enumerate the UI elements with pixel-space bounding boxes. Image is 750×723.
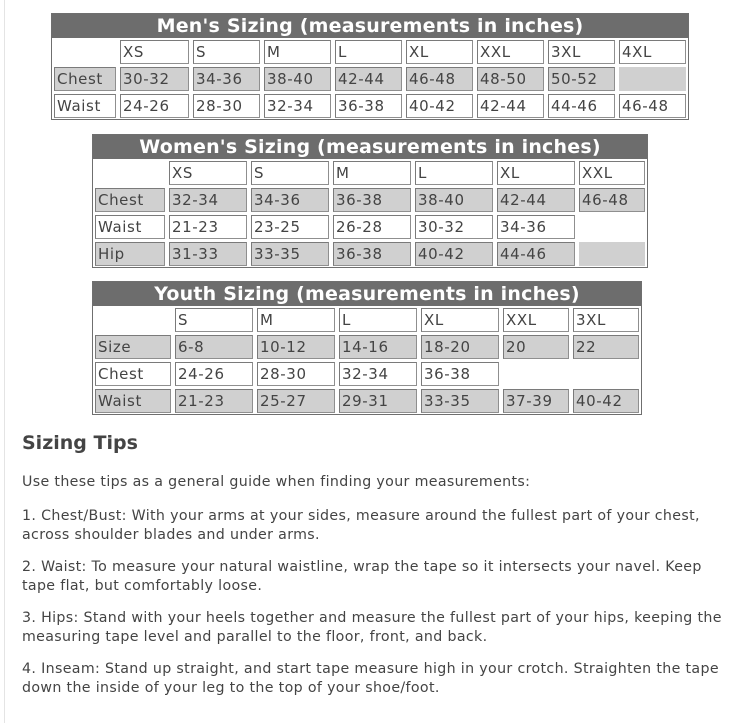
measurement-cell: [546, 92, 617, 119]
row-label-cell: [93, 387, 173, 414]
measurement-value: 42-44: [497, 188, 575, 212]
corner-cell: [93, 306, 173, 333]
measurement-value: 34-36: [497, 215, 575, 239]
womens-table-title: Women's Sizing (measurements in inches): [93, 135, 647, 159]
measurement-cell: [413, 213, 495, 240]
measurement-cell: [249, 213, 331, 240]
row-label: Size: [95, 335, 171, 359]
measurement-value: 32-34: [169, 188, 247, 212]
measurement-cell: [191, 92, 262, 119]
size-header-cell: [571, 306, 641, 333]
size-header-cell: [337, 306, 419, 333]
corner-cell: [52, 38, 118, 65]
measurement-value: 33-35: [421, 389, 499, 413]
measurement-cell: [118, 92, 191, 119]
row-label: Waist: [54, 94, 116, 118]
mens-table-title: Men's Sizing (measurements in inches): [52, 14, 688, 38]
measurement-value: [579, 215, 645, 239]
measurement-cell: [495, 186, 577, 213]
measurement-cell: [577, 186, 647, 213]
size-header-cell: [577, 159, 647, 186]
measurement-cell: [571, 333, 641, 360]
measurement-cell: [333, 65, 404, 92]
measurement-cell: [577, 213, 647, 240]
measurement-value: 18-20: [421, 335, 499, 359]
measurement-cell: [413, 240, 495, 267]
tip-chest: 1. Chest/Bust: With your arms at your sides, measure around the fullest part of your chest, across shoulder blades and under arms.: [22, 508, 700, 543]
measurement-value: 44-46: [497, 242, 575, 266]
measurement-value: 30-32: [120, 67, 189, 91]
measurement-cell: [413, 186, 495, 213]
size-header-label: L: [339, 308, 417, 332]
measurement-value: 34-36: [193, 67, 260, 91]
size-header-row: [52, 38, 688, 65]
size-header-cell: [546, 38, 617, 65]
measurement-value: 40-42: [573, 389, 639, 413]
measurement-value: 14-16: [339, 335, 417, 359]
measurement-cell: [167, 213, 249, 240]
row-label: Waist: [95, 215, 165, 239]
size-header-cell: [167, 159, 249, 186]
size-header-cell: [495, 159, 577, 186]
measurement-cell: [571, 360, 641, 387]
size-header-label: L: [415, 161, 493, 185]
size-header-cell: [173, 306, 255, 333]
measurement-cell: [617, 92, 688, 119]
size-header-label: 3XL: [573, 308, 639, 332]
measurement-cell: [337, 333, 419, 360]
size-header-cell: [333, 38, 404, 65]
measurement-value: 26-28: [333, 215, 411, 239]
size-header-cell: [404, 38, 475, 65]
measurement-value: 37-39: [503, 389, 569, 413]
measurement-cell: [419, 360, 501, 387]
row-label: Chest: [95, 188, 165, 212]
measurement-value: 28-30: [193, 94, 260, 118]
size-header-row: [93, 159, 647, 186]
measurement-cell: [255, 387, 337, 414]
measurement-cell: [617, 65, 688, 92]
measurement-cell: [475, 92, 546, 119]
measurement-value: 24-26: [120, 94, 189, 118]
measurement-value: 36-38: [421, 362, 499, 386]
measurement-value: 29-31: [339, 389, 417, 413]
size-header-label: XL: [406, 40, 473, 64]
measurement-value: 23-25: [251, 215, 329, 239]
row-label-cell: [93, 360, 173, 387]
size-header-label: S: [251, 161, 329, 185]
row-label-cell: [52, 65, 118, 92]
row-label: Chest: [95, 362, 171, 386]
measurement-value: 32-34: [264, 94, 331, 118]
measurement-cell: [546, 65, 617, 92]
measurement-value: 46-48: [406, 67, 473, 91]
size-header-cell: [475, 38, 546, 65]
size-header-cell: [249, 159, 331, 186]
size-header-label: S: [175, 308, 253, 332]
measurement-cell: [191, 65, 262, 92]
measurement-value: [573, 362, 639, 386]
measurement-value: 40-42: [406, 94, 473, 118]
sizing-tips-intro: Use these tips as a general guide when finding your measurements:: [22, 474, 531, 490]
measurement-value: 6-8: [175, 335, 253, 359]
size-header-cell: [617, 38, 688, 65]
measurement-value: 24-26: [175, 362, 253, 386]
measurement-value: 40-42: [415, 242, 493, 266]
measurement-value: [619, 67, 686, 91]
size-header-label: XXL: [503, 308, 569, 332]
measurement-cell: [577, 240, 647, 267]
size-header-cell: [191, 38, 262, 65]
table-row: [93, 333, 641, 360]
table-row: [93, 213, 647, 240]
size-header-cell: [501, 306, 571, 333]
measurement-cell: [404, 92, 475, 119]
size-header-cell: [331, 159, 413, 186]
measurement-cell: [501, 333, 571, 360]
row-label-cell: [93, 186, 167, 213]
measurement-cell: [262, 92, 333, 119]
measurement-cell: [249, 186, 331, 213]
table-row: [93, 186, 647, 213]
row-label-cell: [93, 240, 167, 267]
measurement-value: 46-48: [619, 94, 686, 118]
size-header-label: S: [193, 40, 260, 64]
size-header-label: L: [335, 40, 402, 64]
measurement-cell: [419, 387, 501, 414]
measurement-cell: [331, 186, 413, 213]
size-header-cell: [413, 159, 495, 186]
corner-cell: [93, 159, 167, 186]
measurement-cell: [475, 65, 546, 92]
measurement-cell: [501, 360, 571, 387]
measurement-value: 42-44: [335, 67, 402, 91]
size-header-label: XXL: [579, 161, 645, 185]
measurement-value: 36-38: [333, 242, 411, 266]
measurement-cell: [249, 240, 331, 267]
measurement-value: 50-52: [548, 67, 615, 91]
measurement-cell: [255, 333, 337, 360]
measurement-value: 42-44: [477, 94, 544, 118]
measurement-cell: [331, 240, 413, 267]
row-label: Hip: [95, 242, 165, 266]
measurement-value: 25-27: [257, 389, 335, 413]
measurement-value: 31-33: [169, 242, 247, 266]
measurement-value: 36-38: [333, 188, 411, 212]
row-label: Chest: [54, 67, 116, 91]
womens-sizing-table: [92, 134, 648, 268]
measurement-cell: [495, 213, 577, 240]
measurement-cell: [337, 387, 419, 414]
page-left-border: [4, 0, 5, 723]
measurement-value: 10-12: [257, 335, 335, 359]
measurement-value: 28-30: [257, 362, 335, 386]
youth-table-title: Youth Sizing (measurements in inches): [93, 282, 641, 306]
mens-sizing-table: [51, 13, 689, 120]
row-label-cell: [93, 213, 167, 240]
measurement-cell: [501, 387, 571, 414]
measurement-value: 32-34: [339, 362, 417, 386]
measurement-cell: [571, 387, 641, 414]
measurement-value: 21-23: [169, 215, 247, 239]
measurement-cell: [333, 92, 404, 119]
size-header-label: XXL: [477, 40, 544, 64]
measurement-cell: [167, 186, 249, 213]
size-header-label: 4XL: [619, 40, 686, 64]
size-header-label: XL: [421, 308, 499, 332]
size-header-cell: [262, 38, 333, 65]
measurement-cell: [337, 360, 419, 387]
measurement-value: [503, 362, 569, 386]
measurement-cell: [173, 387, 255, 414]
sizing-tips-heading: Sizing Tips: [22, 432, 138, 454]
sizing-tips-section: [22, 430, 732, 711]
row-label-cell: [52, 92, 118, 119]
table-row: [52, 65, 688, 92]
size-header-label: XS: [120, 40, 189, 64]
table-row: [93, 360, 641, 387]
size-header-cell: [419, 306, 501, 333]
measurement-cell: [331, 213, 413, 240]
measurement-value: 44-46: [548, 94, 615, 118]
measurement-value: 38-40: [415, 188, 493, 212]
measurement-value: 36-38: [335, 94, 402, 118]
size-header-row: [93, 306, 641, 333]
size-header-label: M: [264, 40, 331, 64]
youth-sizing-table: [92, 281, 642, 415]
measurement-value: 38-40: [264, 67, 331, 91]
table-row: [93, 240, 647, 267]
measurement-value: 22: [573, 335, 639, 359]
size-header-cell: [255, 306, 337, 333]
measurement-value: 46-48: [579, 188, 645, 212]
measurement-value: 21-23: [175, 389, 253, 413]
size-header-label: 3XL: [548, 40, 615, 64]
row-label-cell: [93, 333, 173, 360]
tip-inseam: 4. Inseam: Stand up straight, and start tape measure high in your crotch. Straighten the tape down the inside of your leg to the top of your shoe/foot.: [22, 661, 719, 696]
measurement-cell: [404, 65, 475, 92]
measurement-value: 20: [503, 335, 569, 359]
table-row: [52, 92, 688, 119]
size-header-cell: [118, 38, 191, 65]
measurement-value: 33-35: [251, 242, 329, 266]
table-row: [93, 387, 641, 414]
measurement-cell: [173, 360, 255, 387]
measurement-value: [579, 242, 645, 266]
measurement-cell: [167, 240, 249, 267]
measurement-cell: [262, 65, 333, 92]
measurement-cell: [173, 333, 255, 360]
size-header-label: M: [333, 161, 411, 185]
row-label: Waist: [95, 389, 171, 413]
measurement-cell: [495, 240, 577, 267]
size-header-label: XL: [497, 161, 575, 185]
measurement-value: 34-36: [251, 188, 329, 212]
measurement-cell: [419, 333, 501, 360]
tip-hips: 3. Hips: Stand with your heels together and measure the fullest part of your hips, keeping the measuring tape level and parallel to the floor, front, and back.: [22, 610, 722, 645]
measurement-cell: [255, 360, 337, 387]
measurement-value: 48-50: [477, 67, 544, 91]
size-header-label: XS: [169, 161, 247, 185]
measurement-cell: [118, 65, 191, 92]
measurement-value: 30-32: [415, 215, 493, 239]
size-header-label: M: [257, 308, 335, 332]
tip-waist: 2. Waist: To measure your natural waistline, wrap the tape so it intersects your navel. Keep tape flat, but comfortably loose.: [22, 559, 702, 594]
